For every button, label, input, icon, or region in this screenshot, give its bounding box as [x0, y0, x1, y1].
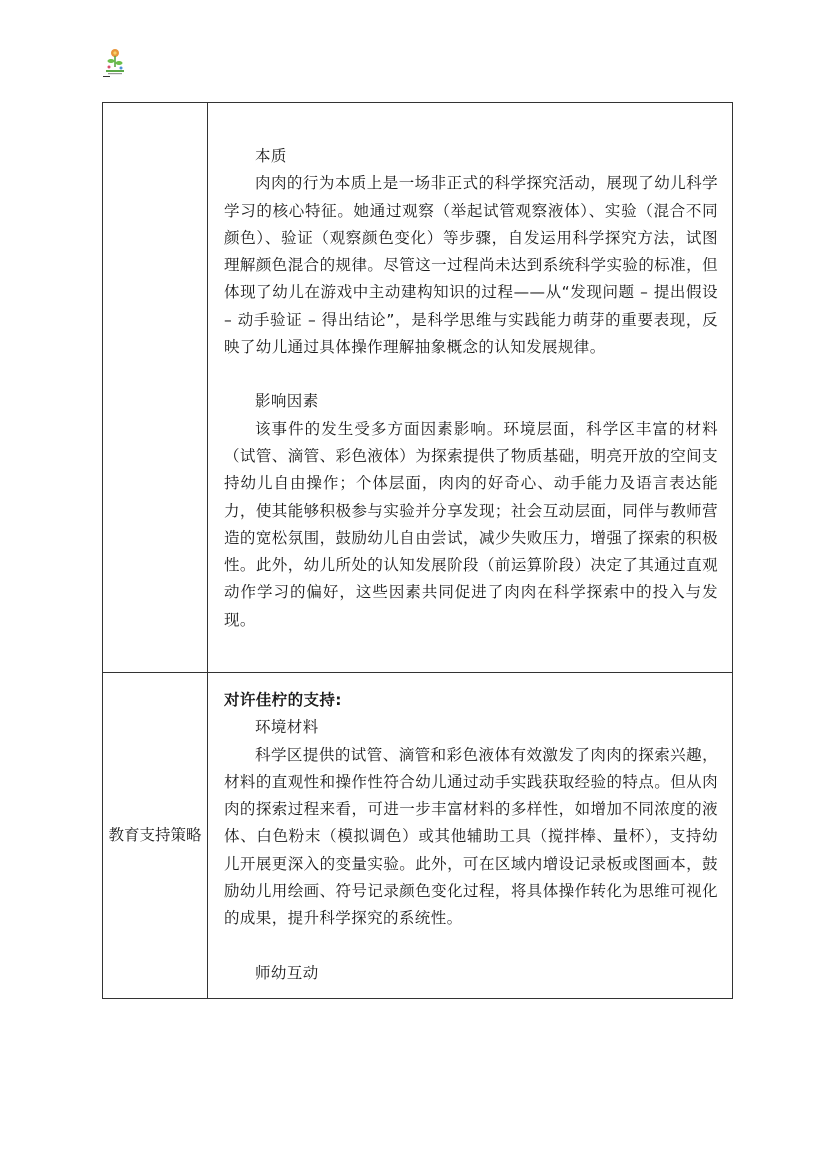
row-label-cell: [103, 103, 208, 673]
row-label-support-strategy: 教育支持策略: [108, 826, 202, 844]
row-content-cell: [208, 103, 733, 673]
row-label-cell: [103, 673, 208, 999]
section-text-factors: 该事件的发生受多方面因素影响。环境层面，科学区丰富的材料（试管、滴管、彩色液体）为探索提供了物质基础，明亮开放的空间支持幼儿自由操作；个体层面，肉肉的好奇心、动手能力及语言表达能力，使其能够积极参与实验并分享发现；社会互动层面，同伴与教师营造的宽松氛围，鼓励幼儿自由尝试，减少失败压力，增强了探索的积极性。此外，幼儿所处的认知发展阶段（前运算阶段）决定了其通过直观动作学习的偏好，这些因素共同促进了肉肉在科学探索中的投入与发现。: [224, 419, 718, 629]
table-row: [103, 673, 733, 999]
section-heading-essence: 本质: [255, 147, 287, 165]
section-heading-interaction: 师幼互动: [255, 963, 319, 982]
section-text-essence: 肉肉的行为本质上是一场非正式的科学探究活动，展现了幼儿科学学习的核心特征。她通过观察（举起试管观察液体）、实验（混合不同颜色）、验证（观察颜色变化）等步骤，自发运用科学探究方法，试图理解颜色混合的规律。尽管这一过程尚未达到系统科学实验的标准，但体现了幼儿在游戏中主动建构知识的过程——从“发现问题 – 提出假设 – 动手验证 – 得出结论”，是科学思维与实践能力萌芽的重要表现，反映了幼儿通过具体操作理解抽象概念的认知发展规律。: [224, 174, 718, 357]
section-text-materials: 科学区提供的试管、滴管和彩色液体有效激发了肉肉的探索兴趣，材料的直观性和操作性符合幼儿通过动手实践获取经验的特点。但从肉肉的探索过程来看，可进一步丰富材料的多样性，如增加不同浓度的液体、白色粉末（模拟调色）或其他辅助工具（搅拌棒、量杯），支持幼儿开展更深入的变量实验。此外，可在区域内增设记录板或图画本，鼓励幼儿用绘画、符号记录颜色变化过程，将具体操作转化为思维可视化的成果，提升科学探究的系统性。: [224, 745, 718, 928]
section-heading-materials: 环境材料: [255, 718, 319, 737]
report-table: [102, 102, 733, 999]
section-heading-factors: 影响因素: [255, 392, 319, 411]
kindergarten-flower-logo-icon: [103, 47, 127, 77]
table-row: [103, 103, 733, 673]
header-dash: [103, 76, 110, 77]
support-title: 对许佳柠的支持:: [224, 691, 342, 709]
row-content-cell: [208, 673, 733, 999]
